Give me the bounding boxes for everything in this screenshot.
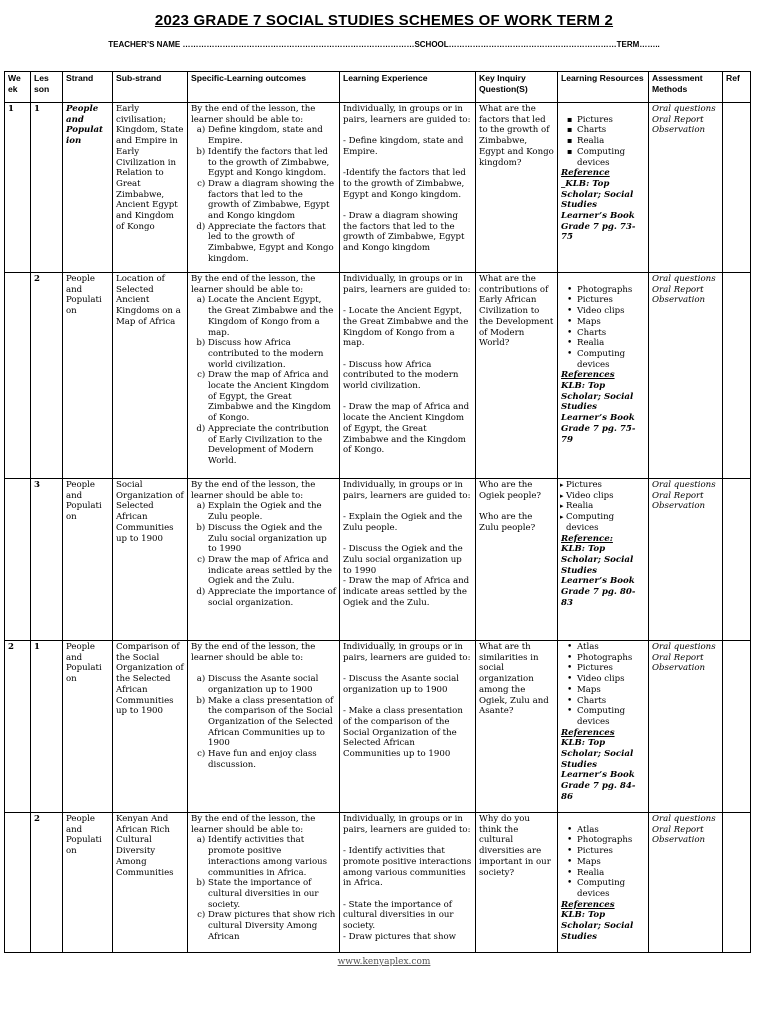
resource-item: • Video clips [577, 674, 645, 685]
assessment-item: Oral Report [652, 490, 704, 501]
resources-list [561, 825, 645, 900]
reference-heading: Reference [561, 168, 610, 179]
assessment-item: Observation [652, 501, 706, 512]
resource-item: • Pictures [577, 846, 645, 857]
lesson-cell: 2 [31, 813, 63, 953]
experience-intro: Individually, in groups or in pairs, learners are guided to: [343, 480, 471, 501]
ref-cell [723, 273, 751, 479]
inquiry-cell: What are the factors that led to the growth of Zimbabwe, Egypt and Kongo kingdom? [476, 103, 558, 273]
strand-cell: People and Populati on [63, 641, 113, 813]
assessment-item: Observation [652, 295, 706, 306]
header-assessment: Assessment Methods [649, 72, 723, 103]
resources-cell [558, 813, 649, 953]
assessment-item: Oral questions [652, 480, 716, 490]
outcome-item: c. Draw the map of Africa and indicate areas settled by the Ogiek and the Zulu. [208, 555, 336, 587]
outcomes-cell [188, 273, 340, 479]
experience-item: - Identify activities that promote positive interactions among various communities in Africa. [343, 846, 472, 889]
resource-item: ▸ Computing devices [566, 512, 645, 533]
outcomes-list [191, 125, 336, 264]
outcome-item: c. Draw pictures that show rich cultural Diversity Among African [208, 910, 336, 942]
assessment-cell [649, 641, 723, 813]
strand-cell: People and Populati on [63, 273, 113, 479]
reference-text: _KLB: Top Scholar; Social Studies Learner’s Book Grade 7 pg. 73-75 [561, 178, 636, 243]
experience-cell [340, 641, 476, 813]
resource-item: ▪ Realia [577, 136, 645, 147]
outcome-item: c. Draw the map of Africa and locate the Ancient Kingdom of Egypt, the Great Zimbabwe and the Kingdom of Kongo. [208, 370, 336, 424]
resource-item: • Video clips [577, 306, 645, 317]
outcome-item: d. Appreciate the contribution of Early Civilization to the Development of Modern World. [208, 424, 336, 467]
experience-intro: Individually, in groups or in pairs, learners are guided to: [343, 274, 471, 295]
outcome-item: b. Discuss the Ogiek and the Zulu social organization up to 1990 [208, 523, 336, 555]
resource-item: • Photographs [577, 835, 645, 846]
outcome-item: c. Draw a diagram showing the factors that led to the growth of Zimbabwe, Egypt and Kongo kingdom [208, 179, 336, 222]
lesson-cell: 1 [31, 641, 63, 813]
resources-list [561, 285, 645, 371]
week-cell [5, 479, 31, 641]
resource-item: ▪ Computing devices [577, 147, 645, 168]
outcomes-cell [188, 813, 340, 953]
resource-item: • Atlas [577, 642, 645, 653]
inquiry-cell: What are th similarities in social organization among the Ogiek, Zulu and Asante? [476, 641, 558, 813]
strand-cell: People and Populati on [63, 813, 113, 953]
table-row [5, 273, 751, 479]
header-experience: Learning Experience [340, 72, 476, 103]
experience-item: - Make a class presentation of the comparison of the Social Organization of the Selected African Communities up to 1900 [343, 706, 463, 759]
outcome-item: b. State the importance of cultural diversities in our society. [208, 878, 336, 910]
experience-intro: Individually, in groups or in pairs, learners are guided to: [343, 642, 471, 663]
assessment-item: Oral Report [652, 284, 704, 295]
inquiry-question: Who are the Ogiek people? [479, 480, 542, 501]
resource-item: ▸ Realia [566, 501, 645, 512]
outcome-item: a. Identify activities that promote positive interactions among various communities in Africa. [208, 835, 336, 878]
header-substrand: Sub-strand [113, 72, 188, 103]
ref-cell [723, 641, 751, 813]
table-row [5, 103, 751, 273]
reference-heading: Reference: [561, 533, 613, 544]
resource-item: • Photographs [577, 653, 645, 664]
assessment-item: Observation [652, 125, 706, 136]
resource-item: • Pictures [577, 663, 645, 674]
header-strand: Strand [63, 72, 113, 103]
resource-item: • Maps [577, 685, 645, 696]
header-lesson: Les son [31, 72, 63, 103]
outcomes-cell [188, 479, 340, 641]
inquiry-cell: What are the contributions of Early African Civilization to the Development of Modern World? [476, 273, 558, 479]
teacher-school-term-line: TEACHER’S NAME ……………………………………………………………………………SCHOOL………………………………………………………TERM…….. [108, 40, 660, 49]
assessment-cell [649, 273, 723, 479]
substrand-cell: Kenyan And African Rich Cultural Diversity Among Communities [113, 813, 188, 953]
reference-text: KLB: Top Scholar; Social Studies [561, 910, 634, 942]
reference-heading: References [561, 727, 615, 738]
substrand-cell: Comparison of the Social Organization of the Selected African Communities up to 1900 [113, 641, 188, 813]
week-cell [5, 273, 31, 479]
experience-item: - Define kingdom, state and Empire. [343, 136, 464, 157]
outcomes-list [191, 835, 336, 942]
outcomes-list [191, 295, 336, 466]
outcomes-intro: By the end of the lesson, the learner should be able to: [191, 642, 316, 663]
experience-intro: Individually, in groups or in pairs, learners are guided to: [343, 104, 471, 125]
assessment-item: Observation [652, 835, 706, 846]
experience-item: - State the importance of cultural diversities in our society. [343, 899, 454, 931]
resource-item: • Photographs [577, 285, 645, 296]
experience-item: - Discuss how Africa contributed to the modern world civilization. [343, 359, 459, 391]
reference-text: KLB: Top Scholar; Social Studies Learner’s Book Grade 7 pg. 75-79 [561, 381, 636, 445]
assessment-item: Oral Report [652, 824, 704, 835]
resource-item: • Charts [577, 696, 645, 707]
experience-cell [340, 273, 476, 479]
assessment-cell [649, 479, 723, 641]
substrand-cell: Early civilisation; Kingdom, State and Empire in Early Civilization in Relation to Great Zimbabwe, Ancient Egypt and Kingdom of Kongo [113, 103, 188, 273]
header-resources: Learning Resources [558, 72, 649, 103]
header-outcomes: Specific-Learning outcomes [188, 72, 340, 103]
outcomes-intro: By the end of the lesson, the learner should be able to: [191, 104, 316, 125]
assessment-cell [649, 103, 723, 273]
header-ref: Ref [723, 72, 751, 103]
reference-text: KLB: Top Scholar; Social Studies Learner’s Book Grade 7 pg. 80-83 [561, 544, 636, 608]
resources-cell [558, 641, 649, 813]
table-row [5, 641, 751, 813]
reference-heading: References [561, 370, 615, 381]
outcomes-intro: By the end of the lesson, the learner should be able to: [191, 480, 316, 501]
lesson-cell: 2 [31, 273, 63, 479]
assessment-item: Oral Report [652, 114, 704, 125]
inquiry-cell: Why do you think the cultural diversities are important in our society? [476, 813, 558, 953]
outcome-item: a. Discuss the Asante social organization up to 1900 [208, 674, 336, 695]
resources-cell [558, 103, 649, 273]
substrand-cell: Social Organization of Selected African Communities up to 1900 [113, 479, 188, 641]
resource-item: ▪ Charts [577, 125, 645, 136]
experience-item: - Locate the Ancient Egypt, the Great Zimbabwe and the Kingdom of Kongo from a map. [343, 306, 469, 349]
assessment-item: Oral questions [652, 814, 716, 824]
outcomes-list [191, 674, 336, 770]
ref-cell [723, 813, 751, 953]
experience-item: - Draw the map of Africa and indicate areas settled by the Ogiek and the Zulu. [343, 576, 470, 608]
outcome-item: c. Have fun and enjoy class discussion. [208, 749, 336, 770]
resource-item: • Maps [577, 857, 645, 868]
resource-item: ▪ Pictures [577, 115, 645, 126]
outcome-item: b. Identify the factors that led to the growth of Zimbabwe, Egypt and Kongo kingdom. [208, 147, 336, 179]
header-inquiry: Key Inquiry Question(S) [476, 72, 558, 103]
outcomes-intro: By the end of the lesson, the learner should be able to: [191, 274, 316, 295]
resource-item: • Maps [577, 317, 645, 328]
scheme-of-work-table [4, 71, 751, 953]
resources-list [561, 642, 645, 728]
experience-item: - Discuss the Ogiek and the Zulu social organization up to 1990 [343, 544, 463, 576]
experience-cell [340, 479, 476, 641]
outcomes-cell [188, 103, 340, 273]
ref-cell [723, 479, 751, 641]
assessment-item: Observation [652, 663, 706, 674]
outcome-item: a. Locate the Ancient Egypt, the Great Zimbabwe and the Kingdom of Kongo from a map. [208, 295, 336, 338]
assessment-cell [649, 813, 723, 953]
resource-item: • Realia [577, 338, 645, 349]
substrand-cell: Location of Selected Ancient Kingdoms on a Map of Africa [113, 273, 188, 479]
ref-cell [723, 103, 751, 273]
reference-text: KLB: Top Scholar; Social Studies Learner’s Book Grade 7 pg. 84-86 [561, 738, 636, 802]
resources-cell [558, 479, 649, 641]
resource-item: • Computing devices [577, 878, 645, 899]
assessment-item: Oral questions [652, 104, 716, 114]
header-week: We ek [5, 72, 31, 103]
experience-cell [340, 103, 476, 273]
assessment-item: Oral questions [652, 642, 716, 652]
outcomes-cell [188, 641, 340, 813]
experience-intro: Individually, in groups or in pairs, learners are guided to: [343, 814, 471, 835]
resources-cell [558, 273, 649, 479]
table-row [5, 813, 751, 953]
resource-item: • Realia [577, 868, 645, 879]
resource-item: • Computing devices [577, 706, 645, 727]
resource-item: • Charts [577, 328, 645, 339]
lesson-cell: 3 [31, 479, 63, 641]
lesson-cell: 1 [31, 103, 63, 273]
outcome-item: b. Discuss how Africa contributed to the modern world civilization. [208, 338, 336, 370]
experience-item: - Draw the map of Africa and locate the Ancient Kingdom of Egypt, the Great Zimbabwe and the Kingdom of Kongo. [343, 402, 470, 456]
reference-heading: References [561, 899, 615, 910]
inquiry-question: Who are the Zulu people? [479, 512, 536, 533]
resource-item: • Atlas [577, 825, 645, 836]
strand-cell: People and Populat ion [63, 103, 113, 273]
resource-item: ▸ Pictures [566, 480, 645, 491]
outcome-item: a. Explain the Ogiek and the Zulu people. [208, 501, 336, 522]
experience-cell [340, 813, 476, 953]
document-title: 2023 GRADE 7 SOCIAL STUDIES SCHEMES OF WORK TERM 2 [154, 12, 614, 29]
outcome-item: b. Make a class presentation of the comparison of the Social Organization of the Selected African Communities up to 1900 [208, 696, 336, 750]
outcome-item: a. Define kingdom, state and Empire. [208, 125, 336, 146]
resource-item: ▸ Video clips [566, 491, 645, 502]
experience-item: - Draw a diagram showing the factors that led to the growth of Zimbabwe, Egypt and Kongo kingdom [343, 210, 465, 254]
experience-item: - Discuss the Asante social organization up to 1900 [343, 674, 459, 695]
inquiry-cell [476, 479, 558, 641]
outcomes-intro: By the end of the lesson, the learner should be able to: [191, 814, 316, 835]
week-cell [5, 813, 31, 953]
resources-list [561, 115, 645, 169]
assessment-item: Oral questions [652, 274, 716, 284]
table-header-row [5, 72, 751, 103]
strand-cell: People and Populati on [63, 479, 113, 641]
week-cell: 1 [5, 103, 31, 273]
outcome-item: d. Appreciate the factors that led to the growth of Zimbabwe, Egypt and Kongo kingdom. [208, 222, 336, 265]
experience-item: - Draw pictures that show [343, 931, 457, 942]
resource-item: • Computing devices [577, 349, 645, 370]
resources-list [561, 480, 645, 534]
week-cell: 2 [5, 641, 31, 813]
outcomes-list [191, 501, 336, 608]
experience-item: -Identify the factors that led to the growth of Zimbabwe, Egypt and Kongo kingdom. [343, 168, 466, 200]
table-row [5, 479, 751, 641]
resource-item: • Pictures [577, 295, 645, 306]
assessment-item: Oral Report [652, 652, 704, 663]
experience-item: - Explain the Ogiek and the Zulu people. [343, 512, 463, 533]
outcome-item: d. Appreciate the importance of social organization. [208, 587, 336, 608]
footer-website-link[interactable]: www.kenyaplex.com [337, 957, 431, 967]
